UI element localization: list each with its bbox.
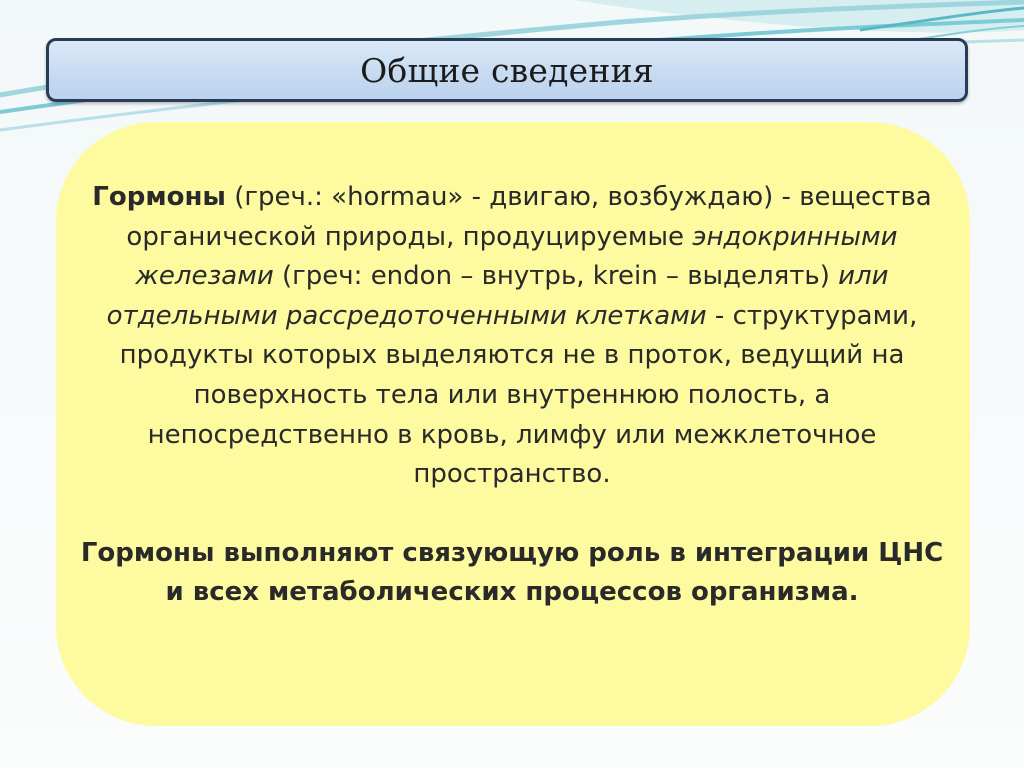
title-box <box>46 38 968 102</box>
definition-paragraph <box>80 178 944 495</box>
paragraph-gap <box>80 495 944 534</box>
role-paragraph: Гормоны выполняют связующую роль в интеграции ЦНС и всех метаболических процессов организма. <box>80 537 944 608</box>
definition-segment-1: (греч.: «hormau» - двигаю, возбуждаю) - вещества органической природы, продуцируемые <box>126 182 932 252</box>
definition-italic-2: или отдельными рассредоточенными клетками <box>106 261 889 331</box>
definition-segment-3: - структурами, продукты которых выделяются не в проток, ведущий на поверхность тела или внутреннюю полость, а непосредственно в кровь, лимфу или межклеточное пространство. <box>119 300 918 490</box>
content-text <box>80 178 944 613</box>
definition-italic-1: эндокринными железами <box>135 221 898 292</box>
slide-title: Общие сведения <box>360 50 654 90</box>
definition-segment-2: (греч: endon – внутрь, krein – выделять) <box>273 261 839 292</box>
term-hormones: Гормоны <box>92 182 226 212</box>
